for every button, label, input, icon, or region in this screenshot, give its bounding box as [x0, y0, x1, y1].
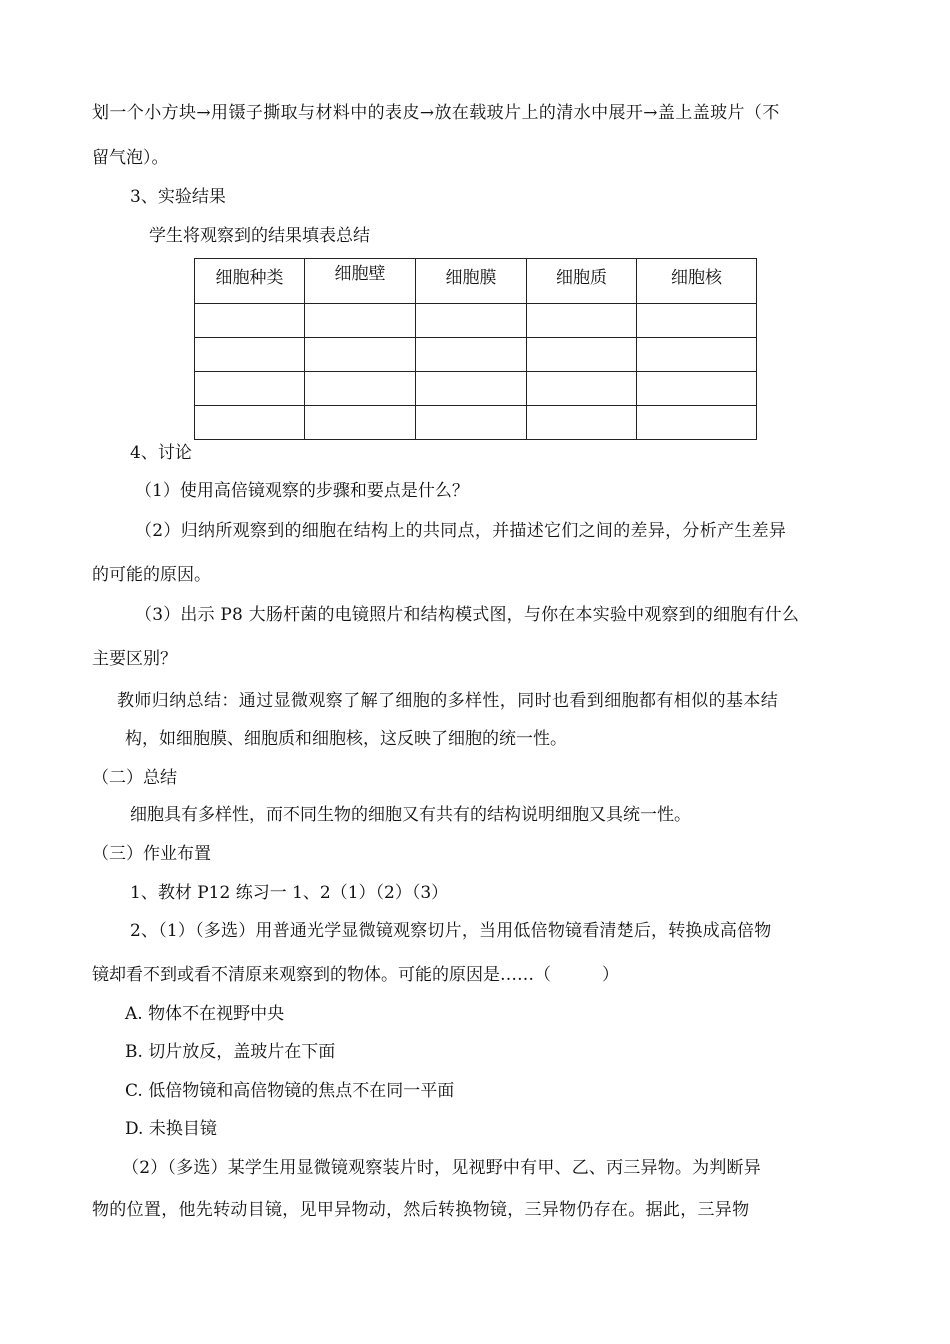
table-cell — [637, 304, 757, 338]
table-cell — [305, 372, 416, 406]
option-a: A. 物体不在视野中央 — [125, 1004, 285, 1024]
homework-item: （2）（多选）某学生用显微镜观察装片时，见视野中有甲、乙、丙三异物。为判断异 — [122, 1158, 761, 1178]
table-row — [195, 304, 757, 338]
homework-item: 2、（1）（多选）用普通光学显微镜观察切片，当用低倍物镜看清楚后，转换成高倍物 — [130, 921, 772, 941]
table-header-cell: 细胞膜 — [416, 259, 527, 304]
table-header-cell: 细胞核 — [637, 259, 757, 304]
table-row — [195, 406, 757, 440]
question-line: （2）归纳所观察到的细胞在结构上的共同点，并描述它们之间的差异，分析产生差异 — [135, 521, 787, 541]
section-heading: （三）作业布置 — [92, 844, 211, 864]
table-cell — [195, 338, 305, 372]
paragraph-line: 留气泡）。 — [92, 148, 169, 168]
table-row — [195, 338, 757, 372]
table-row — [195, 372, 757, 406]
table-header-row — [195, 259, 757, 304]
question-line: （1）使用高倍镜观察的步骤和要点是什么？ — [135, 481, 469, 501]
table-cell — [305, 304, 416, 338]
question-line: 主要区别？ — [92, 649, 177, 669]
option-d: D. 未换目镜 — [125, 1119, 217, 1139]
table-cell — [527, 406, 637, 440]
summary-text: 细胞具有多样性，而不同生物的细胞又有共有的结构说明细胞又具统一性。 — [130, 805, 691, 825]
homework-item: 物的位置，他先转动目镜，见甲异物动，然后转换物镜，三异物仍存在。据此，三异物 — [92, 1200, 750, 1220]
table-cell — [305, 338, 416, 372]
table-caption: 学生将观察到的结果填表总结 — [149, 226, 370, 246]
table-cell — [416, 372, 527, 406]
option-b: B. 切片放反，盖玻片在下面 — [125, 1042, 336, 1062]
section-heading: 4、讨论 — [130, 443, 192, 463]
table-header-cell: 细胞壁 — [305, 259, 416, 304]
option-c: C. 低倍物镜和高倍物镜的焦点不在同一平面 — [125, 1081, 455, 1101]
table-cell — [637, 406, 757, 440]
table-header-cell: 细胞质 — [527, 259, 637, 304]
teacher-summary: 构，如细胞膜、细胞质和细胞核，这反映了细胞的统一性。 — [125, 729, 567, 749]
table-cell — [637, 338, 757, 372]
table-cell — [416, 406, 527, 440]
table-cell — [195, 304, 305, 338]
table-cell — [527, 338, 637, 372]
table-cell — [195, 406, 305, 440]
homework-item: 镜却看不到或看不清原来观察到的物体。可能的原因是……（ ） — [92, 965, 619, 985]
table-cell — [527, 372, 637, 406]
table-cell — [305, 406, 416, 440]
section-heading: （二）总结 — [92, 768, 177, 788]
section-heading: 3、实验结果 — [130, 187, 226, 207]
table-header-cell: 细胞种类 — [195, 259, 305, 304]
teacher-summary: 教师归纳总结：通过显微观察了解了细胞的多样性，同时也看到细胞都有相似的基本结 — [117, 691, 779, 711]
table-cell — [527, 304, 637, 338]
question-line: 的可能的原因。 — [92, 565, 211, 585]
table-cell — [416, 338, 527, 372]
results-table — [194, 258, 757, 440]
homework-item: 1、教材 P12 练习一 1、2（1）（2）（3） — [130, 883, 449, 903]
table-cell — [637, 372, 757, 406]
table-cell — [416, 304, 527, 338]
question-line: （3）出示 P8 大肠杆菌的电镜照片和结构模式图，与你在本实验中观察到的细胞有什么 — [135, 605, 800, 625]
paragraph-line: 划一个小方块→用镊子撕取与材料中的表皮→放在载玻片上的清水中展开→盖上盖玻片（不 — [92, 103, 780, 123]
table-cell — [195, 372, 305, 406]
